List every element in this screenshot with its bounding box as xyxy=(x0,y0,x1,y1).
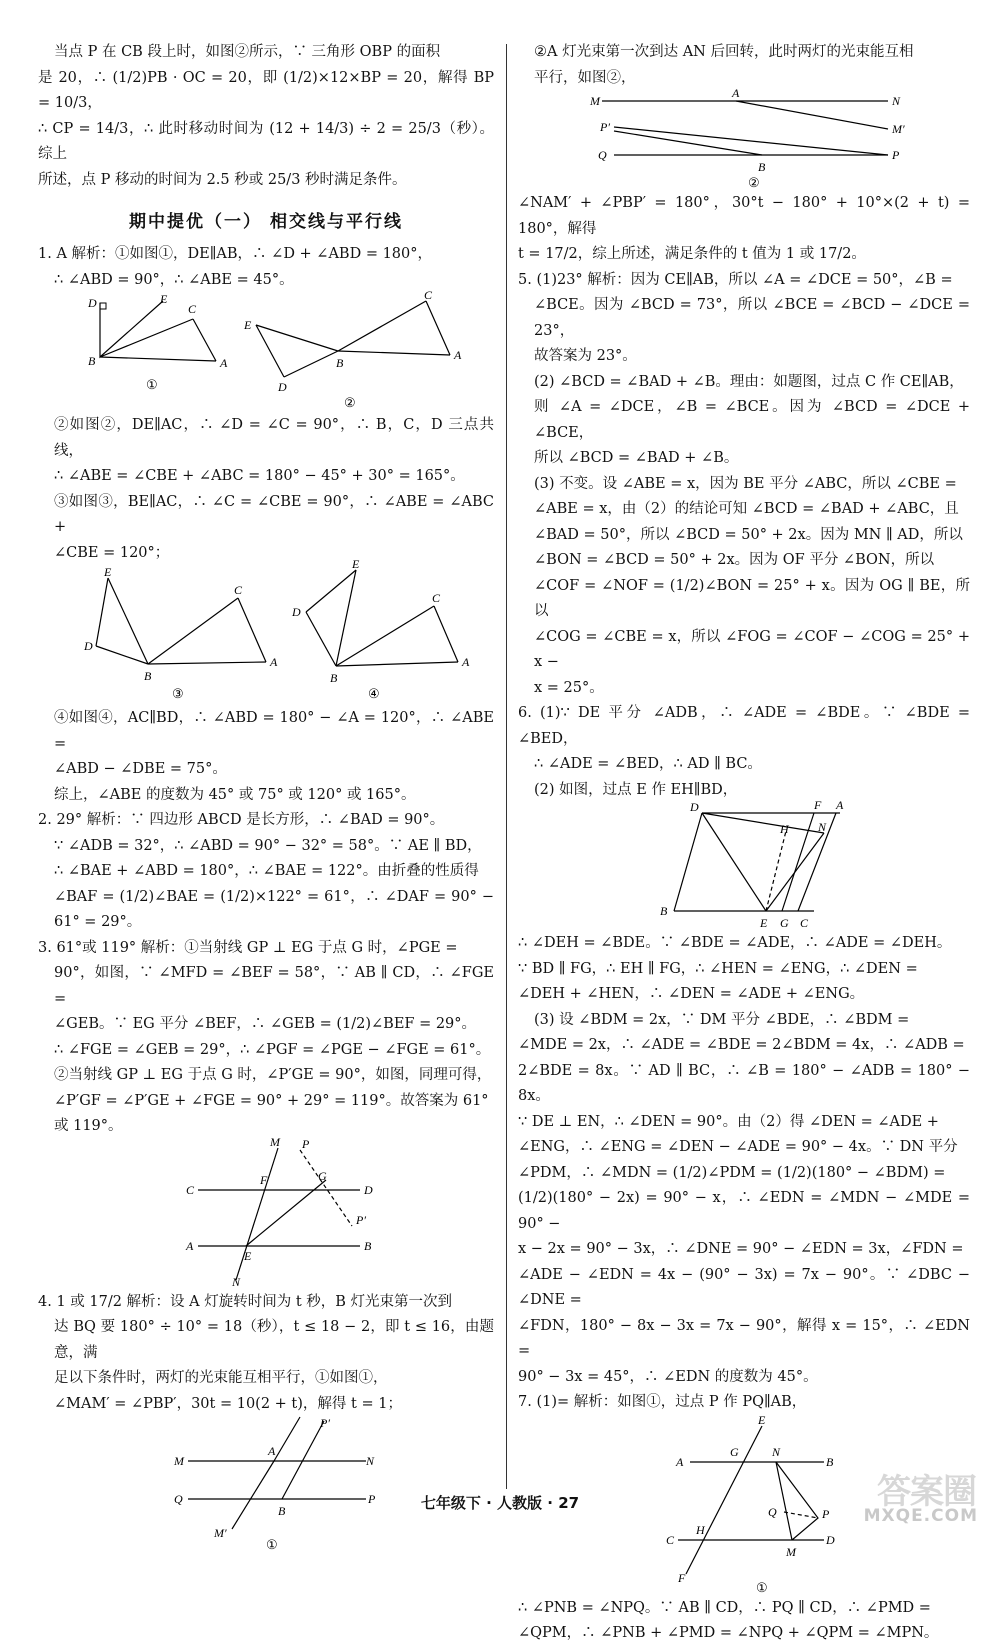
text-line: (1/2)(180° − 2x) = 90° − x，∴ ∠EDN = ∠MDN − ∠MDE = 90° − xyxy=(518,1190,970,1232)
label: A xyxy=(454,348,462,362)
label: C xyxy=(186,1182,195,1197)
text-line: 6. (1)∵ DE 平分 ∠ADB，∴ ∠ADE = ∠BDE。∵ ∠BDE = ∠BED， xyxy=(518,705,970,747)
label: C xyxy=(234,583,243,597)
caption: ② xyxy=(344,395,356,410)
label: M xyxy=(786,1544,796,1559)
label: M′ xyxy=(892,122,905,136)
question-4 xyxy=(38,1290,494,1418)
label: H xyxy=(696,1522,705,1537)
label: G xyxy=(730,1444,739,1459)
text-line: ∠P′GF = ∠P′GE + ∠FGE = 90° + 29° = 119°。故答案为 61° xyxy=(54,1092,489,1109)
figure-q1-2 xyxy=(243,288,462,410)
text-line: ②当射线 GP ⊥ EG 于点 G 时，∠P′GE = 90°，如图，同理可得， xyxy=(54,1067,492,1083)
label: Q xyxy=(768,1504,777,1519)
caption: ③ xyxy=(172,686,184,701)
label: M′ xyxy=(214,1526,227,1540)
question-7 xyxy=(518,1390,970,1416)
label: D xyxy=(84,639,93,653)
label: B xyxy=(660,904,668,918)
label: E xyxy=(104,565,112,579)
label: P xyxy=(822,1506,830,1521)
caption: ① xyxy=(266,1537,278,1552)
label: D xyxy=(826,1532,835,1547)
text-line: 所以 ∠BCD = ∠BAD + ∠B。 xyxy=(534,450,739,466)
text-line: 平行，如图②， xyxy=(534,69,636,86)
label: D xyxy=(690,800,699,814)
text-line: ∴ ∠ABE = ∠CBE + ∠ABC = 180° − 45° + 30° = 165°。 xyxy=(54,468,465,484)
label: C xyxy=(432,591,441,605)
label: A xyxy=(462,655,470,669)
text-line: 综上，∠ABE 的度数为 45° 或 75° 或 120° 或 165°。 xyxy=(54,786,416,803)
label: E xyxy=(244,1248,252,1263)
text-line: ∠NAM′ + ∠PBP′ = 180°，30°t − 180° + 10°×(2 + t) = 180°，解得 xyxy=(518,195,970,237)
text-line: 是 20，∴ (1/2)PB · OC = 20，即 (1/2)×12×BP = 20，解得 BP = 10/3， xyxy=(38,69,494,111)
question-1 xyxy=(38,242,494,293)
question-4-continued xyxy=(518,40,970,91)
text-line: ∠ABE = x，由（2）的结论可知 ∠BCD = ∠BAD + ∠ABC，且 xyxy=(534,501,959,517)
label: B xyxy=(330,671,338,685)
figure-q3 xyxy=(38,1134,494,1290)
question-6 xyxy=(518,701,970,803)
text-line: (3) 不变。设 ∠ABE = x，因为 BE 平分 ∠ABC，所以 ∠CBE = xyxy=(534,475,957,492)
label: C xyxy=(188,302,197,316)
text-line: ∠BAD = 50°，所以 ∠BCD = 50° + 2x。因为 MN ∥ AD，所以 xyxy=(534,526,963,543)
label: P xyxy=(302,1136,310,1151)
label: M xyxy=(590,94,600,108)
text-line: ∠COF = ∠NOF = (1/2)∠BON = 25° + x。因为 OG ∥ BE，所以 xyxy=(534,577,970,619)
text-line: ∠CBE = 120°； xyxy=(54,544,170,561)
text-line: ∠BCE。因为 ∠BCD = 73°，所以 ∠BCE = ∠BCD − ∠DCE = 23°， xyxy=(534,297,970,339)
text-line: (3) 设 ∠BDM = 2x，∵ DM 平分 ∠BDE，∴ ∠BDM = xyxy=(534,1011,910,1028)
text-line: 故答案为 23°。 xyxy=(534,348,637,364)
continued-solution xyxy=(38,40,494,193)
figure-q1-3 xyxy=(83,565,278,701)
text-line: ∠DEH + ∠HEN，∴ ∠DEN = ∠ADE + ∠ENG。 xyxy=(518,986,865,1002)
text-line: ∴ ∠BAE + ∠ABD = 180°，∴ ∠BAE = 122°。由折叠的性质得 xyxy=(54,863,479,879)
caption: ④ xyxy=(368,686,380,701)
label: A xyxy=(186,1238,194,1253)
caption: ① xyxy=(756,1579,768,1595)
label: A xyxy=(268,1444,276,1458)
label: C xyxy=(666,1532,675,1547)
text-line: ∠BON = ∠BCD = 50° + 2x。因为 OF 平分 ∠BON，所以 xyxy=(534,552,935,568)
text-line: 3. 61°或 119° 解析：①当射线 GP ⊥ EG 于点 G 时，∠PGE = xyxy=(38,939,458,956)
figure-q1-1 xyxy=(87,292,228,392)
question-5 xyxy=(518,268,970,702)
text-line: ∠FDN，180° − 8x − 3x = 7x − 90°，解得 x = 15°，∴ ∠EDN = xyxy=(518,1317,970,1359)
text-line: x − 2x = 90° − 3x，∴ ∠DNE = 90° − ∠EDN = 3x，∠FDN = xyxy=(518,1241,964,1257)
figure-q1-4 xyxy=(291,557,470,701)
right-column xyxy=(518,40,970,1647)
text-line: x = 25°。 xyxy=(534,679,604,696)
label: D xyxy=(292,605,301,619)
label: B xyxy=(758,160,766,174)
text-line: ∴ ∠DEH = ∠BDE。∵ ∠BDE = ∠ADE，∴ ∠ADE = ∠DEH。 xyxy=(518,935,952,951)
label: E xyxy=(244,318,252,332)
text-line: ∴ ∠PNB = ∠NPQ。∵ AB ∥ CD，∴ PQ ∥ CD，∴ ∠PMD = xyxy=(518,1599,931,1616)
label: E xyxy=(352,557,360,571)
caption: ② xyxy=(748,175,760,190)
label: Q xyxy=(598,148,607,162)
text-line: ∵ BD ∥ FG，∴ EH ∥ FG，∴ ∠HEN = ∠ENG，∴ ∠DEN = xyxy=(518,960,918,977)
label: N xyxy=(892,94,901,108)
label: B xyxy=(144,669,152,683)
text-line: 5. (1)23° 解析：因为 CE∥AB，所以 ∠A = ∠DCE = 50°，∠B = xyxy=(518,271,953,288)
text-line: t = 17/2，综上所述，满足条件的 t 值为 1 或 17/2。 xyxy=(518,246,866,262)
question-3 xyxy=(38,936,494,1140)
text-line: (2) ∠BCD = ∠BAD + ∠B。理由：如题图，过点 C 作 CE∥AB， xyxy=(534,373,964,390)
label: A xyxy=(732,86,740,100)
text-line: ∴ ∠ADE = ∠BED，∴ AD ∥ BC。 xyxy=(534,756,762,772)
text-line: 当点 P 在 CB 段上时，如图②所示，∵ 三角形 OBP 的面积 xyxy=(54,44,441,60)
label: P xyxy=(892,148,900,162)
label: N xyxy=(818,820,827,834)
text-line: ∠ENG，∴ ∠ENG = ∠DEN − ∠ADE = 90° − 4x。∵ DN 平分 xyxy=(518,1139,958,1155)
text-line: ∠PDM，∴ ∠MDN = (1/2)∠PDM = (1/2)(180° − ∠BDM) = xyxy=(518,1164,946,1181)
text-line: ∴ CP = 14/3，∴ 此时移动时间为 (12 + 14/3) ÷ 2 = 25/3（秒）。综上 xyxy=(38,120,494,162)
question-2 xyxy=(38,808,494,936)
text-line: 或 119°。 xyxy=(54,1118,123,1134)
label: B xyxy=(364,1238,372,1253)
text-line: (2) 如图，过点 E 作 EH∥BD， xyxy=(534,781,738,798)
label: A xyxy=(270,655,278,669)
figure-q1-row2 xyxy=(38,557,494,706)
text-line: ∵ ∠ADB = 32°，∴ ∠ABD = 90° − 32° = 58°。∵ AE ∥ BD， xyxy=(54,837,482,854)
label: P′ xyxy=(356,1212,366,1227)
label: P xyxy=(368,1492,376,1506)
text-line: ③如图③，BE∥AC，∴ ∠C = ∠CBE = 90°，∴ ∠ABE = ∠ABC + xyxy=(54,493,494,535)
label: A xyxy=(836,798,844,812)
text-line: ∠ABD − ∠DBE = 75°。 xyxy=(54,761,227,777)
text-line: ∠QPM，∴ ∠PNB + ∠PMD = ∠NPQ + ∠QPM = ∠MPN。 xyxy=(518,1625,939,1641)
text-line: ②如图②，DE∥AC，∴ ∠D = ∠C = 90°，∴ B，C，D 三点共线， xyxy=(54,417,494,459)
text-line: ∠BAF = (1/2)∠BAE = (1/2)×122° = 61°，∴ ∠DAF = 90° − 61° = 29°。 xyxy=(54,888,494,930)
label: P′ xyxy=(600,120,610,134)
label: C xyxy=(424,288,433,302)
label: H xyxy=(780,822,789,836)
question-6-continued xyxy=(518,931,970,1390)
text-line: 90° − 3x = 45°，∴ ∠EDN 的度数为 45°。 xyxy=(518,1368,818,1385)
text-line: 4. 1 或 17/2 解析：设 A 灯旋转时间为 t 秒，B 灯光束第一次到 xyxy=(38,1293,453,1310)
watermark-logo: 答案圈 xyxy=(877,1472,976,1512)
label: E xyxy=(160,292,168,306)
column-divider xyxy=(506,44,507,1489)
figure-q6 xyxy=(518,798,970,931)
text-line: ∠ADE − ∠EDN = 4x − (90° − 3x) = 7x − 90°。∵ ∠DBC − ∠DNE = xyxy=(518,1266,970,1308)
question-1-conclusion xyxy=(38,706,494,808)
label: N xyxy=(232,1274,241,1289)
label: D xyxy=(278,380,287,394)
text-line: 达 BQ 要 180° ÷ 10° = 18（秒），t ≤ 18 − 2，即 t ≤ 16，由题意，满 xyxy=(54,1319,494,1361)
label: F xyxy=(260,1172,268,1187)
figure-q4-1 xyxy=(38,1417,494,1557)
watermark-site: MXQE.COM xyxy=(863,1506,978,1526)
label: E xyxy=(760,916,768,930)
text-line: 所述，点 P 移动的时间为 2.5 秒或 25/3 秒时满足条件。 xyxy=(38,171,407,188)
text-line: 1. A 解析：①如图①，DE∥AB，∴ ∠D + ∠ABD = 180°， xyxy=(38,246,433,262)
text-line: ∠COG = ∠CBE = x，所以 ∠FOG = ∠COF − ∠COG = 25° + x − xyxy=(534,628,970,670)
label: B xyxy=(88,354,96,368)
section-title: 期中提优（一） 相交线与平行线 xyxy=(129,212,403,232)
label: E xyxy=(758,1412,766,1427)
label: C xyxy=(800,916,809,930)
label: Q xyxy=(174,1492,183,1506)
question-1-continued xyxy=(38,413,494,566)
question-4-answer xyxy=(518,191,970,268)
text-line: 2. 29° 解析：∵ 四边形 ABCD 是长方形，∴ ∠BAD = 90°。 xyxy=(38,812,445,828)
label: F xyxy=(814,798,822,812)
text-line: 2∠BDE = 8x。∵ AD ∥ BC，∴ ∠B = 180° − ∠ADB = 180° − 8x。 xyxy=(518,1062,970,1104)
text-line: ∠MAM′ = ∠PBP′，30t = 10(2 + t)，解得 t = 1； xyxy=(54,1395,402,1412)
caption: ① xyxy=(146,377,158,392)
label: G xyxy=(780,916,789,930)
text-line: ∠MDE = 2x，∴ ∠ADE = ∠BDE = 2∠BDM = 4x，∴ ∠ADB = xyxy=(518,1037,965,1053)
label: M xyxy=(270,1134,280,1149)
label: B xyxy=(336,356,344,370)
label: M xyxy=(174,1454,184,1468)
label: N xyxy=(772,1444,781,1459)
label: F xyxy=(678,1570,686,1585)
text-line: ②A 灯光束第一次到达 AN 后回转，此时两灯的光束能互相 xyxy=(534,44,914,60)
left-column xyxy=(38,40,494,1557)
text-line: 则 ∠A = ∠DCE，∠B = ∠BCE。因为 ∠BCD = ∠DCE + ∠BCE， xyxy=(534,399,970,441)
label: D xyxy=(88,296,97,310)
text-line: ∵ DE ⊥ EN，∴ ∠DEN = 90°。由（2）得 ∠DEN = ∠ADE + xyxy=(518,1113,939,1130)
text-line: ∴ ∠ABD = 90°，∴ ∠ABE = 45°。 xyxy=(54,271,294,288)
question-7-continued xyxy=(518,1596,970,1647)
label: D xyxy=(364,1182,373,1197)
label: G xyxy=(318,1168,327,1183)
label: A xyxy=(676,1454,684,1469)
text-line: ∴ ∠FGE = ∠GEB = 29°，∴ ∠PGF = ∠PGE − ∠FGE = 61°。 xyxy=(54,1041,491,1058)
page-footer: 七年级下 · 人教版 · 27 xyxy=(420,1494,580,1512)
watermark xyxy=(803,1464,978,1526)
label: B xyxy=(826,1454,834,1469)
label: N xyxy=(366,1454,375,1468)
figure-q4-2 xyxy=(518,86,970,191)
label: A xyxy=(220,356,228,370)
text-line: 7. (1)= 解析：如图①，过点 P 作 PQ∥AB， xyxy=(518,1394,807,1410)
label: P′ xyxy=(320,1416,330,1430)
text-line: ∠GEB。∵ EG 平分 ∠BEF，∴ ∠GEB = (1/2)∠BEF = 29°。 xyxy=(54,1016,477,1032)
figure-q1-row1 xyxy=(38,288,494,413)
text-line: 足以下条件时，两灯的光束能互相平行，①如图①， xyxy=(54,1370,388,1386)
label: B xyxy=(278,1504,286,1518)
text-line: 90°，如图，∵ ∠MFD = ∠BEF = 58°，∵ AB ∥ CD，∴ ∠FGE = xyxy=(54,965,494,1007)
text-line: ④如图④，AC∥BD，∴ ∠ABD = 180° − ∠A = 120°，∴ ∠ABE = xyxy=(54,710,494,752)
